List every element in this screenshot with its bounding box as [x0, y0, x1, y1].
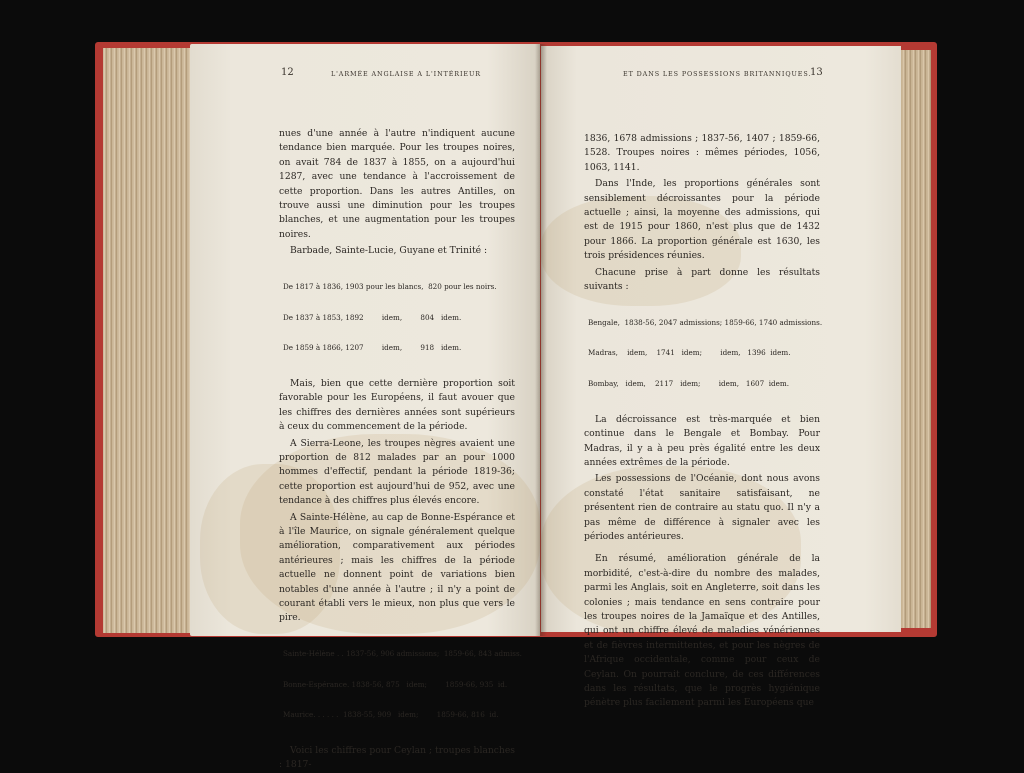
paragraph: 1836, 1678 admissions ; 1837-56, 1407 ; 1859-66, 1528. Troupes noires : mêmes périodes, 1056, 1063, 1141. [584, 133, 820, 173]
table-sainte-helene [283, 629, 522, 741]
table-row: De 1859 à 1866, 1207 idem, 918 idem. [283, 343, 462, 353]
table-row: De 1837 à 1853, 1892 idem, 804 idem. [283, 312, 462, 322]
table-row: Maurice. . . . . . 1838-55, 909 idem; 1859-66, 816 id. [283, 710, 499, 720]
paragraph: A Sierra-Leone, les troupes nègres avaient une proportion de 812 malades par an pour 1000 hommes d'effectif, pendant la période 1819-36; cette proportion est aujourd'hui de 952, avec une tendance à des chiffres plus élevés encore. [279, 437, 515, 507]
paragraph: Chacune prise à part donne les résultats suivants : [584, 266, 820, 293]
table-barbade [283, 262, 515, 374]
right-text-column [584, 132, 823, 711]
left-running-head: L'ARMÉE ANGLAISE A L'INTÉRIEUR [331, 70, 481, 78]
left-text-column [279, 127, 522, 773]
paragraph: nues d'une année à l'autre n'indiquent aucune tendance bien marquée. Pour les troupes noires, on avait 784 de 1837 à 1855, on a aujourd'hui 1287, avec une tendance à l'accroissement de cette proportion. Dans les autres Antilles, on trouve aussi une diminution pour les troupes blanches, et une augmentation pour les troupes noires. [279, 128, 515, 240]
page-edges-left [103, 48, 198, 633]
table-row: Sainte-Hélène . . 1837-56, 906 admissions; 1859-66, 843 admiss. [283, 649, 522, 659]
gutter [535, 44, 547, 636]
table-india [588, 297, 823, 409]
paragraph: Les possessions de l'Océanie, dont nous avons constaté l'état sanitaire satisfaisant, ne présentent rien de contraire au statu quo. Il n'y a pas même de différence à signaler avec les périodes antérieures. [584, 473, 820, 542]
paragraph: En résumé, amélioration générale de la morbidité, c'est-à-dire du nombre des malades, parmi les Anglais, soit en Angleterre, soit dans les colonies ; mais tendance en sens contraire pour les troupes noires de la Jamaïque et des Antilles, qui ont un chiffre élevé de maladies vénériennes et de fièvres intermittentes, et pour les nègres de l'Afrique occidentale, comme pour ceux de Ceylan. On pourrait conclure, de ces différences dans les résultats, que le progrès hygiénique pénètre plus facilement parmi les Européens que [584, 553, 820, 709]
table-row: Bengale, 1838-56, 2047 admissions; 1859-66, 1740 admissions. [588, 317, 823, 327]
paragraph: Voici les chiffres pour Ceylan ; troupes blanches : 1817- [279, 745, 515, 771]
table-row: De 1817 à 1836, 1903 pour les blancs, 820 pour les noirs. [283, 282, 497, 292]
table-row: Madras, idem, 1741 idem; idem, 1396 idem. [588, 348, 791, 358]
paragraph: La décroissance est très-marquée et bien continue dans le Bengale et Bombay. Pour Madras, il y a à peu près égalité entre les deux années extrêmes de la période. [584, 413, 820, 468]
left-page-number: 12 [281, 67, 294, 78]
table-row: Bonne-Espérance. 1838-56, 875 idem; 1859-66, 935 id. [283, 679, 508, 689]
paragraph: Mais, bien que cette dernière proportion soit favorable pour les Européens, il faut avouer que les chiffres des dernières années sont supérieurs à ceux du commencement de la période. [279, 377, 515, 433]
page-edges-right [897, 50, 931, 628]
paragraph: Dans l'Inde, les proportions générales sont sensiblement décroissantes pour la période actuelle ; ainsi, la moyenne des admissions, qui est de 1915 pour 1860, n'est plus que de 1432 pour 1866. La proportion générale est 1630, les trois présidences réunies. [584, 178, 820, 262]
paragraph: A Sainte-Hélène, au cap de Bonne-Espérance et à l'île Maurice, on signale généralement quelque amélioration, comparativement aux périodes antérieures ; mais les chiffres de la période actuelle ne donnent point de variations bien notables d'une année à l'autre ; il n'y a point de courant établi vers le mieux, non plus que vers le pire. [279, 511, 515, 624]
paragraph: Barbade, Sainte-Lucie, Guyane et Trinité : [290, 245, 488, 257]
right-page-number: 13 [810, 67, 823, 78]
table-row: Bombay, idem, 2117 idem; idem, 1607 idem. [588, 379, 789, 389]
right-running-head: ET DANS LES POSSESSIONS BRITANNIQUES. [623, 70, 812, 78]
